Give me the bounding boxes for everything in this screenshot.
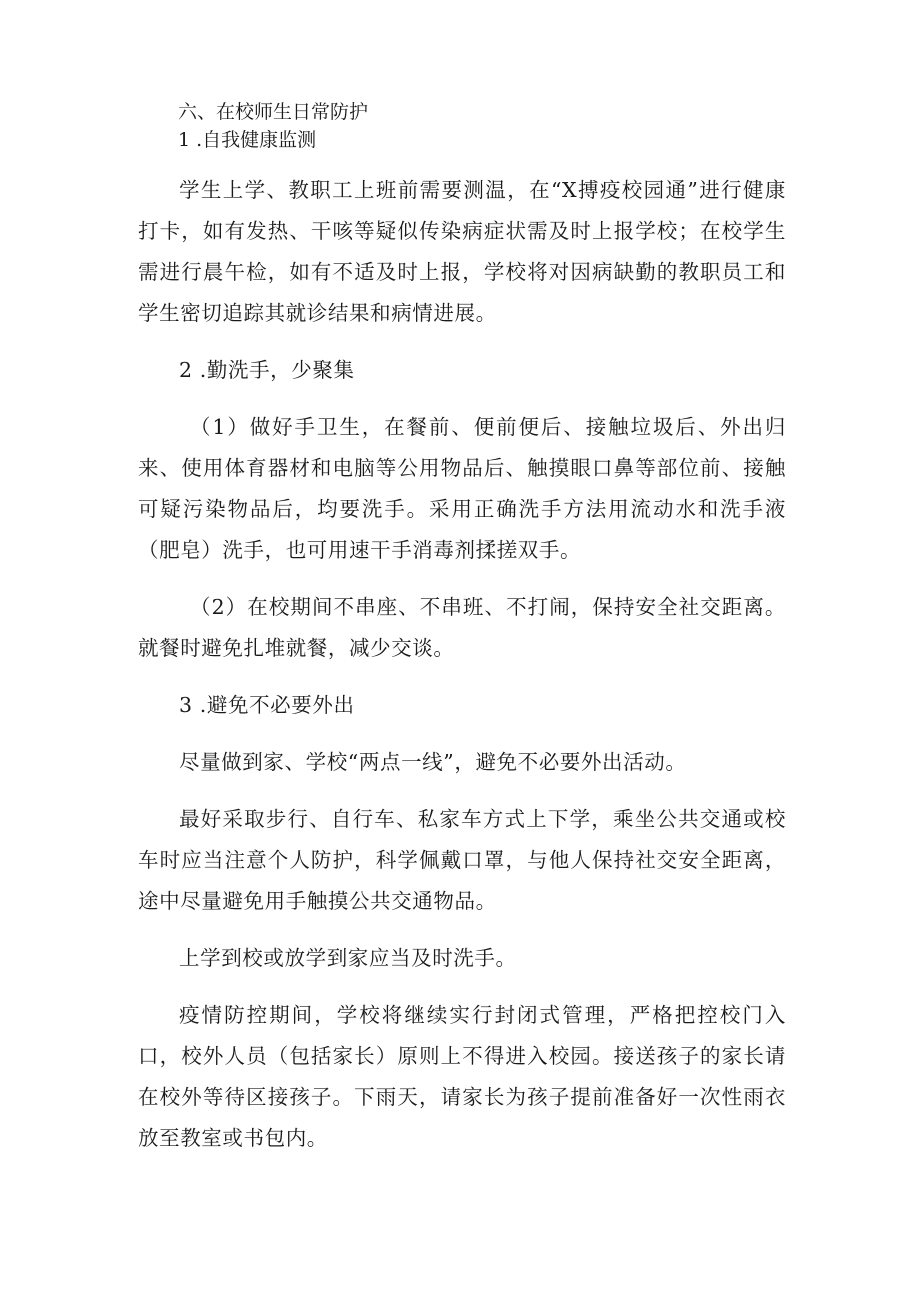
paragraph-two-points-one-line: 尽量做到家、学校“两点一线”，避免不必要外出活动。 xyxy=(179,750,687,774)
subsection-title-hand-washing: 2 .勤洗手，少聚集 xyxy=(179,358,355,382)
paragraph-commute: 最好采取步行、自行车、私家车方式上下学，乘坐公共交通或校车时应当注意个人防护，科学佩戴口罩，与他人保持社交安全距离，途中尽量避免用手触摸公共交通物品。 xyxy=(138,807,786,913)
subsection-title-avoid-outings: 3 .避免不必要外出 xyxy=(179,693,355,717)
paragraph-health-monitoring: 学生上学、教职工上班前需要测温，在“X搏疫校园通”进行健康打卡，如有发热、干咳等疑似传染病症状需及时上报学校；在校学生需进行晨午检，如有不适及时上报，学校将对因病缺勤的教职员工和学生密切追踪其就诊结果和病情进展。 xyxy=(138,178,786,325)
paragraph-closed-management: 疫情防控期间，学校将继续实行封闭式管理，严格把控校门入口，校外人员（包括家长）原则上不得进入校园。接送孩子的家长请在校外等待区接孩子。下雨天，请家长为孩子提前准备好一次性雨衣放至教室或书包内。 xyxy=(138,1003,786,1150)
subsection-title-health-monitoring: 1 .自我健康监测 xyxy=(178,129,317,151)
paragraph-social-distance: （2）在校期间不串座、不串班、不打闹，保持安全社交距离。就餐时避免扎堆就餐，减少交谈。 xyxy=(138,595,786,660)
paragraph-wash-on-arrival: 上学到校或放学到家应当及时洗手。 xyxy=(179,946,517,970)
paragraph-hand-hygiene: （1）做好手卫生，在餐前、便前便后、接触垃圾后、外出归来、使用体育器材和电脑等公用物品后、触摸眼口鼻等部位前、接触可疑污染物品后，均要洗手。采用正确洗手方法用流动水和洗手液（肥皂）洗手，也可用速干手消毒剂揉搓双手。 xyxy=(138,415,786,562)
section-title: 六、在校师生日常防护 xyxy=(178,101,369,123)
document-body xyxy=(138,98,786,1159)
